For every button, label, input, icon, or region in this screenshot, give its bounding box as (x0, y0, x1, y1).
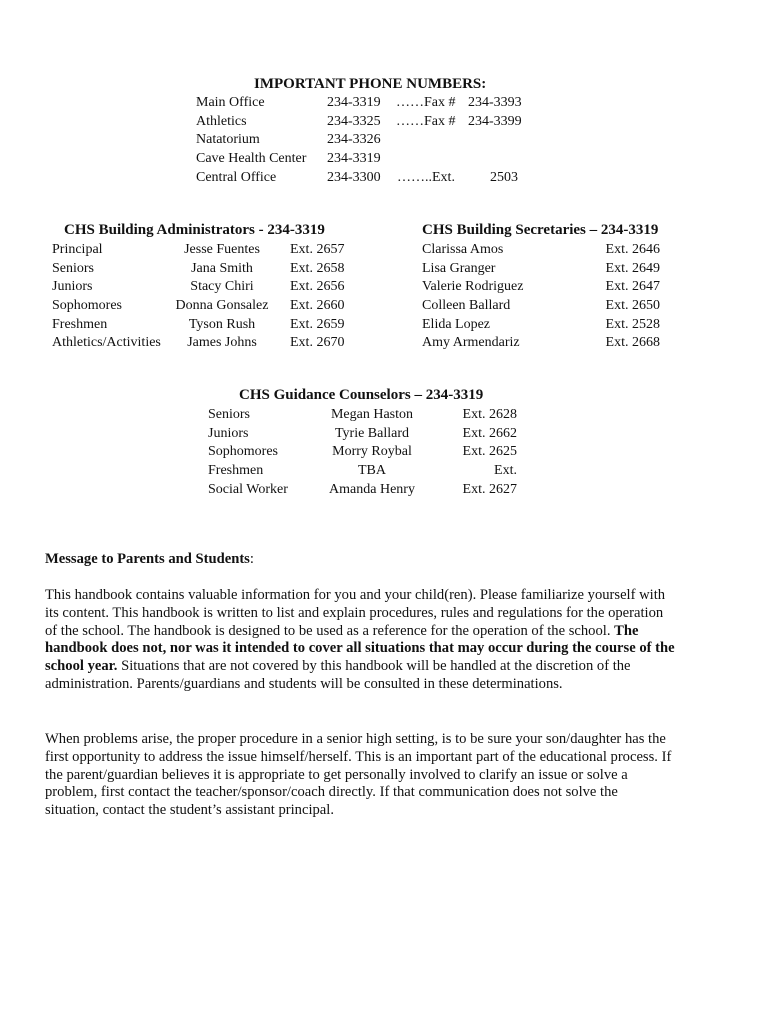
counselors-title: CHS Guidance Counselors – 234-3319 (239, 387, 484, 403)
secretary-name: Amy Armendariz (422, 335, 520, 351)
counselor-name: Morry Roybal (332, 444, 412, 460)
admin-ext: Ext. 2657 (290, 242, 345, 257)
admin-role: Sophomores (52, 298, 122, 314)
phone-number: 234-3319 (327, 151, 381, 167)
admin-ext: Ext. 2670 (290, 335, 345, 351)
phone-number: 234-3300 (327, 169, 381, 185)
message-heading (45, 551, 675, 569)
phone-extra-value: 234-3399 (468, 113, 522, 129)
secretary-ext: Ext. 2649 (605, 260, 660, 276)
counselor-ext: Ext. 2628 (462, 407, 517, 422)
phone-numbers-list (196, 94, 536, 187)
paragraph-bold-text: The handbook does not, nor was it intended to cover all situations that may occur during the course of the school year. (45, 622, 675, 675)
counselor-ext: Ext. 2625 (462, 444, 517, 460)
phone-extra-label: ……Fax # (396, 95, 456, 110)
secretary-name: Lisa Granger (422, 260, 496, 276)
secretary-name: Valerie Rodriguez (422, 279, 524, 295)
counselor-name: Amanda Henry (329, 481, 415, 497)
phone-row (196, 169, 536, 188)
secretaries-table (422, 241, 662, 353)
table-row (208, 462, 520, 481)
counselor-ext: Ext. 2627 (462, 481, 517, 497)
phone-extra-label: ……..Ext. (397, 169, 455, 185)
admin-name: Stacy Chiri (190, 279, 254, 295)
paragraph-text: Situations that are not covered by this handbook will be handled at the discretion of the administration. Parents/guardians and students will be consulted in these determinations. (45, 658, 631, 692)
message-heading-text: Message to Parents and Students (45, 551, 250, 567)
paragraph-text: This handbook contains valuable information for you and your child(ren). Please familiarize yourself with its content. This handbook is written to list and explain procedures, rules and regulations for the operation of the school. The handbook is designed to be used as a reference for the operation of the school. (45, 587, 666, 639)
message-heading-suffix: : (249, 551, 254, 567)
admin-name: Tyson Rush (188, 316, 256, 332)
counselor-name: TBA (358, 463, 386, 479)
admin-role: Principal (52, 242, 103, 257)
admin-ext: Ext. 2659 (290, 316, 345, 332)
phone-extra-label: ……Fax # (396, 113, 456, 129)
phone-row (196, 131, 536, 150)
table-row (52, 316, 372, 335)
table-row (422, 316, 662, 335)
phone-name: Central Office (196, 169, 277, 185)
message-paragraph-2: When problems arise, the proper procedure in a senior high setting, is to be sure your son/daughter has the first opportunity to address the issue himself/herself. This is an important part of the educational process. If the parent/guardian believes it is appropriate to get personally involved to clarify an issue or solve a problem, first contact the teacher/sponsor/coach directly. If that communication does not solve the situation, contact the student’s assistant principal. (45, 731, 672, 819)
secretary-ext: Ext. 2528 (605, 316, 660, 332)
admin-ext: Ext. 2658 (290, 260, 345, 276)
secretary-name: Elida Lopez (422, 316, 491, 332)
admin-name: Jesse Fuentes (184, 242, 260, 257)
phone-row (196, 150, 536, 169)
counselor-ext: Ext. 2662 (462, 425, 517, 441)
secretary-ext: Ext. 2650 (605, 298, 660, 314)
table-row (52, 260, 372, 279)
counselor-role: Seniors (208, 407, 250, 422)
phone-numbers-title: IMPORTANT PHONE NUMBERS: (254, 76, 487, 92)
table-row (52, 278, 372, 297)
table-row (208, 425, 520, 444)
admin-role: Athletics/Activities (52, 335, 161, 351)
secretary-name: Clarissa Amos (422, 242, 504, 257)
admin-role: Freshmen (52, 316, 108, 332)
phone-number: 234-3319 (327, 95, 381, 110)
administrators-title: CHS Building Administrators - 234-3319 (64, 222, 325, 238)
phone-row (196, 94, 536, 113)
secretary-name: Colleen Ballard (422, 298, 511, 314)
message-paragraph-1 (45, 587, 675, 694)
counselor-role: Juniors (208, 425, 249, 441)
admin-name: James Johns (187, 335, 257, 351)
secretary-ext: Ext. 2668 (605, 335, 660, 351)
administrators-table (52, 241, 372, 353)
phone-name: Main Office (196, 95, 265, 110)
table-row (52, 297, 372, 316)
secretary-ext: Ext. 2647 (605, 279, 660, 295)
table-row (422, 241, 662, 260)
secretary-ext: Ext. 2646 (605, 242, 660, 257)
table-row (208, 443, 520, 462)
admin-name: Jana Smith (191, 260, 253, 276)
phone-extra-value: 2503 (490, 169, 518, 185)
table-row (208, 481, 520, 500)
phone-name: Natatorium (196, 132, 260, 148)
table-row (52, 241, 372, 260)
counselors-table (208, 406, 520, 499)
table-row (52, 334, 372, 353)
phone-row (196, 113, 536, 132)
phone-name: Cave Health Center (196, 151, 307, 167)
counselor-role: Sophomores (208, 444, 278, 460)
counselor-name: Tyrie Ballard (334, 425, 410, 441)
table-row (422, 334, 662, 353)
admin-role: Seniors (52, 260, 94, 276)
admin-name: Donna Gonsalez (175, 298, 269, 314)
counselor-role: Freshmen (208, 463, 264, 479)
phone-extra-value: 234-3393 (468, 95, 522, 110)
admin-role: Juniors (52, 279, 93, 295)
table-row (422, 260, 662, 279)
counselor-role: Social Worker (208, 481, 288, 497)
admin-ext: Ext. 2656 (290, 279, 345, 295)
secretaries-title: CHS Building Secretaries – 234-3319 (422, 222, 659, 238)
counselor-ext: Ext. (494, 463, 517, 479)
table-row (422, 278, 662, 297)
table-row (208, 406, 520, 425)
admin-ext: Ext. 2660 (290, 298, 345, 314)
table-row (422, 297, 662, 316)
phone-number: 234-3325 (327, 113, 381, 129)
counselor-name: Megan Haston (330, 407, 414, 422)
phone-number: 234-3326 (327, 132, 381, 148)
phone-name: Athletics (196, 113, 247, 129)
